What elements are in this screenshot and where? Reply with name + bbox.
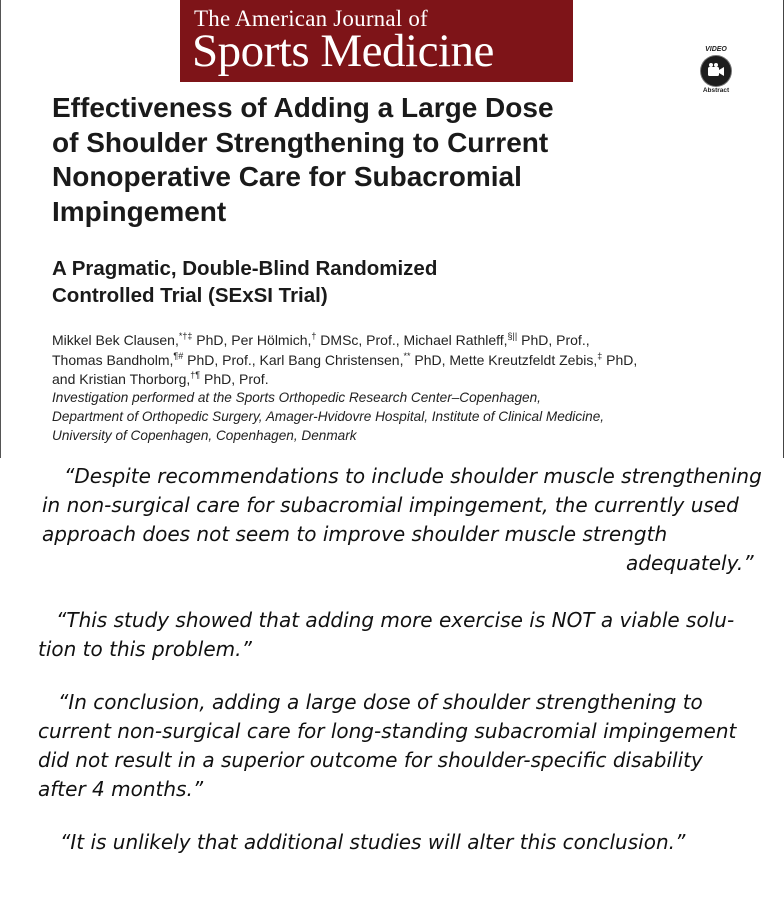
author-affiliation: §|| [507, 331, 518, 341]
quote-line: “In conclusion, adding a large dose of shoulder strengthening to [58, 690, 703, 714]
video-abstract-badge[interactable] [696, 46, 736, 98]
author-degree: PhD, Prof. [200, 371, 269, 387]
author-name: Michael Rathleff, [403, 332, 508, 348]
author-degree: PhD, [410, 351, 450, 368]
author-name: Mikkel Bek Clausen, [52, 332, 179, 348]
institution-note [52, 388, 752, 445]
article-title [52, 91, 672, 229]
quote-line: “Despite recommendations to include shoulder muscle strengthening [64, 464, 762, 488]
article-subtitle [52, 255, 612, 309]
institution-line: Department of Orthopedic Surgery, Amager-Hvidovre Hospital, Institute of Clinical Medicine, [52, 409, 605, 424]
subtitle-line: A Pragmatic, Double-Blind Randomized [52, 257, 438, 280]
author-affiliation: *†‡ [178, 331, 193, 341]
author-affiliation: ‡ [597, 350, 603, 361]
author-name: Karl Bang Christensen, [259, 351, 404, 368]
quote-line: “It is unlikely that additional studies will alter this conclusion.” [60, 830, 686, 854]
journal-name-line1: The American Journal of [194, 6, 428, 31]
institution-line: Investigation performed at the Sports Orthopedic Research Center–Copenhagen, [52, 390, 541, 405]
journal-banner [180, 0, 573, 82]
author-degree: PhD, Prof., [517, 332, 590, 348]
author-degree: PhD, [192, 332, 232, 348]
subtitle-line: Controlled Trial (SExSI Trial) [52, 284, 328, 307]
author-name: and Kristian Thorborg, [52, 371, 191, 387]
author-line [52, 370, 752, 390]
author-affiliation: ** [403, 350, 411, 361]
author-name: Thomas Bandholm, [52, 351, 174, 368]
title-line: of Shoulder Strengthening to Current [52, 126, 549, 158]
title-line: Nonoperative Care for Subacromial [52, 161, 522, 192]
title-line: Impingement [52, 195, 227, 227]
author-degree: PhD, [602, 351, 638, 368]
quote-line: current non-surgical care for long-standing subacromial impingement [38, 719, 737, 743]
quote-line: after 4 months.” [38, 777, 204, 801]
author-line [52, 351, 752, 371]
author-affiliation: ¶# [173, 350, 184, 361]
title-line: Effectiveness of Adding a Large Dose [52, 92, 554, 123]
journal-name-line2: Sports Medicine [192, 25, 494, 77]
author-name: Per Hölmich, [231, 332, 312, 348]
quote-line: in non-surgical care for subacromial impingement, the currently used [42, 493, 739, 517]
quote-line: approach does not seem to improve shoulder muscle strength [42, 522, 668, 546]
video-camera-icon [701, 56, 731, 86]
quotes-section [0, 458, 784, 912]
author-affiliation: †¶ [190, 370, 201, 380]
quote-line: did not result in a superior outcome for shoulder-specific disability [38, 748, 703, 772]
author-affiliation: † [311, 331, 317, 341]
institution-line: University of Copenhagen, Copenhagen, Denmark [52, 428, 357, 443]
author-degree: DMSc, Prof., [316, 332, 404, 348]
quote-line: tion to this problem.” [38, 637, 252, 661]
author-name: Mette Kreutzfeldt Zebis, [449, 351, 598, 368]
author-line [52, 331, 752, 351]
quote-line: adequately.” [626, 551, 754, 575]
author-degree: PhD, Prof., [183, 351, 260, 368]
quote-line: “This study showed that adding more exercise is NOT a viable solu- [56, 608, 735, 632]
video-badge-bottom: Abstract [702, 87, 730, 94]
author-list [52, 331, 752, 390]
video-badge-top: VIDEO [705, 46, 727, 53]
